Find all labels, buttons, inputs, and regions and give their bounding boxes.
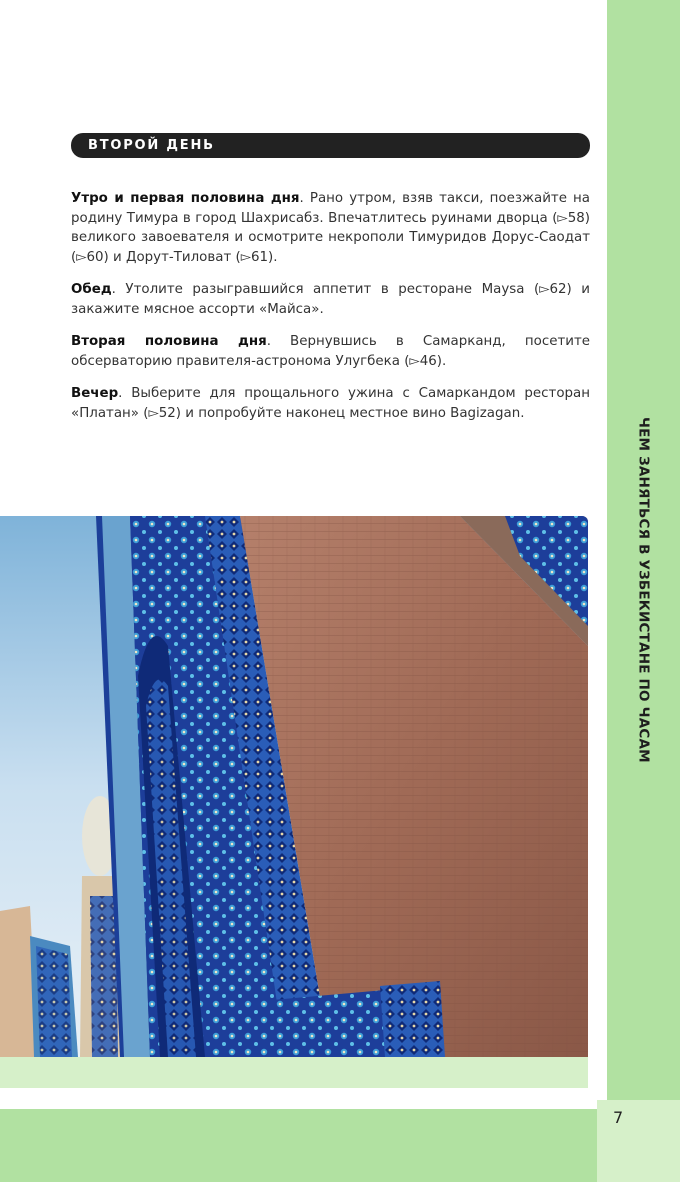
paragraph-lunch — [71, 280, 590, 319]
paragraph-lead: Утро и первая половина дня — [71, 191, 300, 206]
section-header — [71, 133, 590, 158]
paragraph-evening — [71, 384, 590, 423]
paragraph-body: . Утолите разыгравшийся аппетит в ресторане Maysa (▻62) и закажите мясное ассорти «Майса». — [71, 282, 590, 317]
page-number-box — [597, 1100, 680, 1182]
page-number: 7 — [613, 1108, 624, 1127]
paragraph-lead: Обед — [71, 282, 112, 297]
paragraph-lead: Вторая половина дня — [71, 334, 267, 349]
paragraph-morning — [71, 189, 590, 267]
paragraph-body: . Рано утром, взяв такси, поезжайте на родину Тимура в город Шахрисабз. Впечатлитесь руинами дворца (▻58) великого завоевателя и осмотрите некрополи Тимуридов Дорус-Саодат (▻60) и Дорут-Тиловат (▻61). — [71, 191, 591, 265]
paragraph-body: . Вернувшись в Самарканд, посетите обсерваторию правителя-астронома Улугбека (▻46). — [71, 334, 590, 369]
sidebar-title-text: ЧЕМ ЗАНЯТЬСЯ В УЗБЕКИСТАНЕ ПО ЧАСАМ — [635, 417, 652, 763]
sidebar-chapter-title — [607, 417, 680, 763]
photo-caption-strip — [0, 1057, 588, 1088]
bottom-band — [0, 1109, 597, 1182]
paragraph-lead: Вечер — [71, 386, 119, 401]
mausoleum-photo — [0, 516, 588, 1057]
itinerary-text — [71, 189, 590, 436]
paragraph-afternoon — [71, 332, 590, 371]
paragraph-body: . Выберите для прощального ужина с Самаркандом ресторан «Платан» (▻52) и попробуйте наконец местное вино Bagizagan. — [71, 386, 590, 421]
section-title: ВТОРОЙ ДЕНЬ — [88, 138, 215, 153]
